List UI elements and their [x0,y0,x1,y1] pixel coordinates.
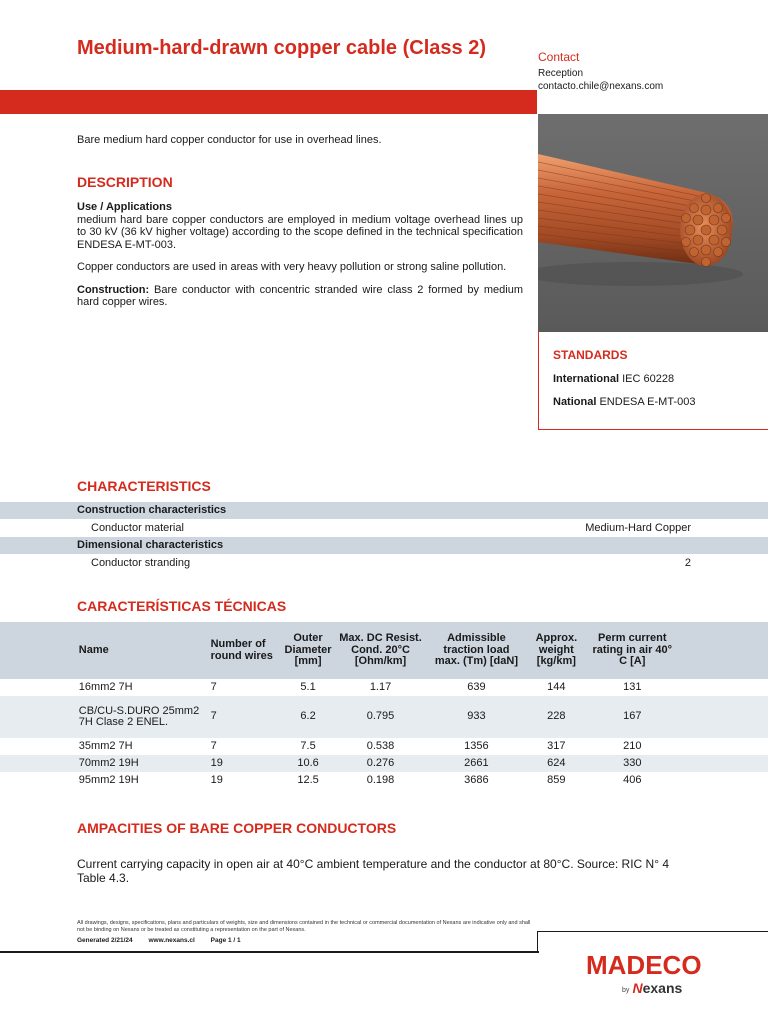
cell-resistance: 0.276 [334,755,428,772]
standard-national [553,396,768,409]
cell-name: 16mm2 7H [78,680,133,693]
cell-diameter: 6.2 [283,696,334,738]
conductor-stranding-value: 2 [684,557,691,569]
website-link[interactable]: www.nexans.cl [148,937,195,944]
cell-name: CB/CU-S.DURO 25mm2 7H Clase 2 ENEL. [77,696,209,738]
cell-resistance: 0.198 [366,773,395,786]
cell-wires: 7 [210,680,217,693]
standards-heading: STANDARDS [553,348,628,362]
technical-characteristics-heading: CARACTERÍSTICAS TÉCNICAS [77,598,287,614]
standards-box [538,332,768,430]
conductor-stranding-row [0,554,768,572]
cable-product-image [538,114,768,332]
conductor-material-value: Medium-Hard Copper [585,522,691,534]
standard-international-value: IEC 60228 [622,373,675,385]
table-row [0,696,768,738]
cell-traction-load: 3686 [464,773,489,786]
cell-wires: 19 [209,755,283,772]
legal-disclaimer: All drawings, designs, specifications, plans and particulars of weights, size and dimensions contained in the technical or commercial documentation of Nexans are indicative only and shall not be binding on Nexans or be treated as constituting a representation on the part of Nexans. [77,920,531,933]
standard-international-label: International [553,373,620,385]
column-header-weight: Approx. weight [kg/km] [525,622,587,679]
cell-traction-load: 933 [427,696,525,738]
cell-current-rating: 131 [623,680,642,693]
description-heading: DESCRIPTION [77,174,173,190]
use-applications-text: medium hard bare copper conductors are employed in medium voltage overhead lines up to 30 kV (36 kV higher voltage) according to the scope defined in the technical specification ENDESA E-MT-003. [77,213,523,251]
dimensional-characteristics-group: Dimensional characteristics [0,537,768,554]
cell-diameter: 12.5 [297,773,319,786]
cell-traction-load: 2661 [427,755,525,772]
table-spacer [0,622,77,679]
cell-wires: 7 [209,696,283,738]
characteristics-heading: CHARACTERISTICS [77,478,211,494]
cell-current-rating: 406 [623,773,642,786]
conductor-material-row [0,519,768,537]
table-row [0,755,768,772]
column-header-name: Name [77,622,209,679]
ampacities-text: Current carrying capacity in open air at 40°C ambient temperature and the conductor at 80°C. Source: RIC N° 4 Table 4.3. [77,857,670,885]
cell-wires: 7 [210,739,217,752]
cell-resistance: 0.538 [366,739,395,752]
madeco-logo [586,950,716,996]
cell-diameter: 5.1 [300,680,316,693]
cell-name: 95mm2 19H [78,773,139,786]
cell-wires: 19 [210,773,223,786]
generated-date: Generated 2/21/24 [77,937,133,944]
footer-rule [0,951,539,953]
cell-resistance: 0.795 [334,696,428,738]
table-row [0,738,768,755]
cell-resistance: 1.17 [369,680,392,693]
cell-weight: 624 [525,755,587,772]
ampacities-heading: AMPACITIES OF BARE COPPER CONDUCTORS [77,820,397,836]
conductor-stranding-label: Conductor stranding [91,557,191,569]
cell-weight: 144 [547,680,566,693]
madeco-logo-text: MADECO [586,950,702,980]
cell-current-rating: 330 [587,755,677,772]
nexans-logo [622,980,682,996]
construction-label: Construction: [77,283,150,296]
standard-national-label: National [553,396,597,408]
pollution-text: Copper conductors are used in areas with very heavy pollution or strong saline pollution. [77,261,507,273]
use-applications-heading: Use / Applications [77,201,172,213]
technical-table-header [0,622,768,679]
contact-heading: Contact [538,50,580,64]
table-spacer [677,622,768,679]
conductor-material-label: Conductor material [91,522,184,534]
cell-weight: 228 [525,696,587,738]
page-title: Medium-hard-drawn copper cable (Class 2) [77,37,486,59]
contact-email-link[interactable]: contacto.chile@nexans.com [538,81,664,92]
cell-name: 35mm2 7H [78,739,133,752]
cell-traction-load: 1356 [464,739,489,752]
description-body [77,201,523,319]
cell-current-rating: 210 [623,739,642,752]
cell-weight: 859 [547,773,566,786]
footer-divider [537,931,768,951]
column-header-traction-load: Admissible traction load max. (Tm) [daN] [427,622,525,679]
characteristics-table [0,502,768,572]
technical-table [0,622,768,789]
cell-traction-load: 639 [467,680,486,693]
standard-national-value: ENDESA E-MT-003 [599,396,696,408]
contact-name: Reception [538,68,584,79]
standard-international [553,373,768,386]
title-band [0,90,537,114]
table-row [0,772,768,789]
column-header-resistance: Max. DC Resist. Cond. 20°C [Ohm/km] [334,622,428,679]
intro-text: Bare medium hard copper conductor for use in overhead lines. [77,134,382,146]
logo-by-text: by [622,987,630,994]
cell-diameter: 10.6 [283,755,334,772]
construction-characteristics-group: Construction characteristics [0,502,768,519]
footer-meta [77,937,255,944]
column-header-diameter: Outer Diameter [mm] [283,622,334,679]
cell-diameter: 7.5 [300,739,316,752]
table-row [0,679,768,696]
column-header-wires: Number of round wires [209,622,283,679]
cell-current-rating: 167 [587,696,677,738]
nexans-initial: N [632,980,643,996]
cell-name: 70mm2 19H [77,755,209,772]
nexans-rest: exans [642,980,683,996]
page-number: Page 1 / 1 [210,937,241,944]
cell-weight: 317 [547,739,566,752]
construction-text: Bare conductor with concentric stranded wire class 2 formed by medium hard copper wires. [77,283,523,308]
contact-block [538,50,768,93]
column-header-current-rating: Perm current rating in air 40° C [A] [587,622,677,679]
